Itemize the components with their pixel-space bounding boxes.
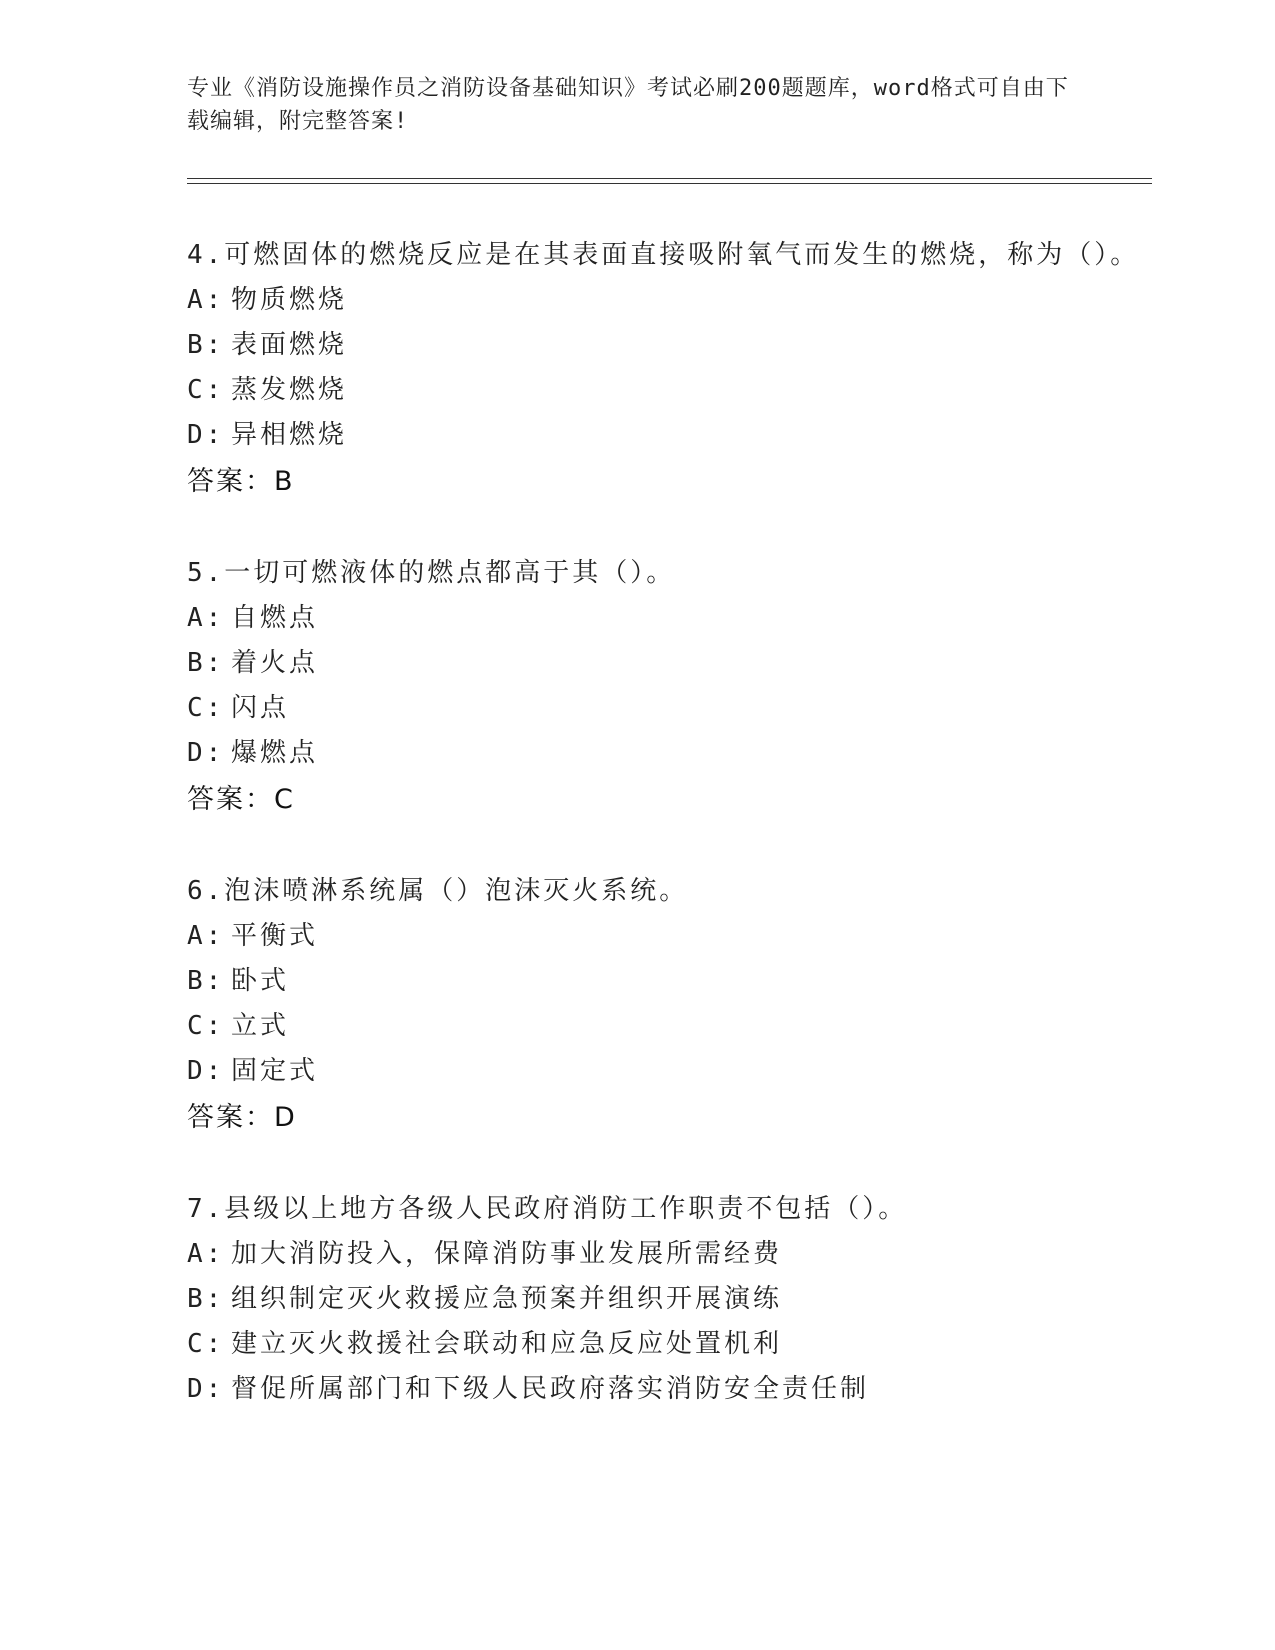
question-stem: 6.泡沫喷淋系统属（）泡沫灭火系统。: [187, 876, 689, 906]
option-key: D:: [187, 420, 225, 450]
option-text: 自燃点: [231, 603, 319, 633]
question-5: [187, 551, 1152, 823]
option-d: [187, 413, 1152, 458]
option-b: [187, 641, 1152, 686]
option-key: C:: [187, 1329, 225, 1359]
option-c: [187, 1322, 1152, 1367]
option-b: [187, 323, 1152, 368]
answer-line: 答案：B: [187, 466, 295, 497]
option-text: 异相燃烧: [231, 420, 348, 450]
option-key: A:: [187, 603, 225, 633]
option-text: 建立灭火救援社会联动和应急反应处置机利: [231, 1329, 783, 1359]
option-c: [187, 686, 1152, 731]
option-a: [187, 1232, 1152, 1277]
question-7: [187, 1187, 1152, 1412]
question-stem: 7.县级以上地方各级人民政府消防工作职责不包括（）。: [187, 1194, 908, 1224]
option-text: 爆燃点: [231, 738, 319, 768]
option-a: [187, 596, 1152, 641]
option-text: 表面燃烧: [231, 330, 348, 360]
option-text: 加大消防投入，保障消防事业发展所需经费: [231, 1239, 783, 1269]
option-key: C:: [187, 375, 225, 405]
option-key: A:: [187, 1239, 225, 1269]
option-b: [187, 959, 1152, 1004]
option-text: 督促所属部门和下级人民政府落实消防安全责任制: [231, 1374, 870, 1404]
option-key: D:: [187, 738, 225, 768]
option-text: 着火点: [231, 648, 319, 678]
option-a: [187, 278, 1152, 323]
option-key: C:: [187, 693, 225, 723]
option-text: 卧式: [231, 966, 290, 996]
question-list: [187, 233, 1152, 1458]
answer-line: 答案：C: [187, 784, 295, 815]
option-key: D:: [187, 1374, 225, 1404]
option-text: 固定式: [231, 1056, 319, 1086]
option-key: B:: [187, 648, 225, 678]
option-d: [187, 731, 1152, 776]
option-c: [187, 1004, 1152, 1049]
document-intro: 专业《消防设施操作员之消防设备基础知识》考试必刷200题题库，word格式可自由下载编辑，附完整答案!: [187, 76, 1069, 134]
option-key: B:: [187, 966, 225, 996]
option-key: C:: [187, 1011, 225, 1041]
option-c: [187, 368, 1152, 413]
option-text: 组织制定灭火救援应急预案并组织开展演练: [231, 1284, 783, 1314]
option-d: [187, 1049, 1152, 1094]
option-key: B:: [187, 1284, 225, 1314]
option-b: [187, 1277, 1152, 1322]
question-4: [187, 233, 1152, 505]
question-6: [187, 869, 1152, 1141]
option-key: D:: [187, 1056, 225, 1086]
option-key: A:: [187, 285, 225, 315]
answer-line: 答案：D: [187, 1102, 297, 1133]
option-text: 蒸发燃烧: [231, 375, 348, 405]
option-text: 立式: [231, 1011, 290, 1041]
option-key: A:: [187, 921, 225, 951]
question-stem: 5.一切可燃液体的燃点都高于其（）。: [187, 558, 676, 588]
question-stem: 4.可燃固体的燃烧反应是在其表面直接吸附氧气而发生的燃烧，称为（）。: [187, 240, 1140, 270]
option-a: [187, 914, 1152, 959]
option-key: B:: [187, 330, 225, 360]
option-text: 物质燃烧: [231, 285, 348, 315]
header-divider-top: [187, 178, 1152, 179]
option-text: 平衡式: [231, 921, 319, 951]
option-d: [187, 1367, 1152, 1412]
header-divider-bottom: [187, 183, 1152, 184]
option-text: 闪点: [231, 693, 290, 723]
